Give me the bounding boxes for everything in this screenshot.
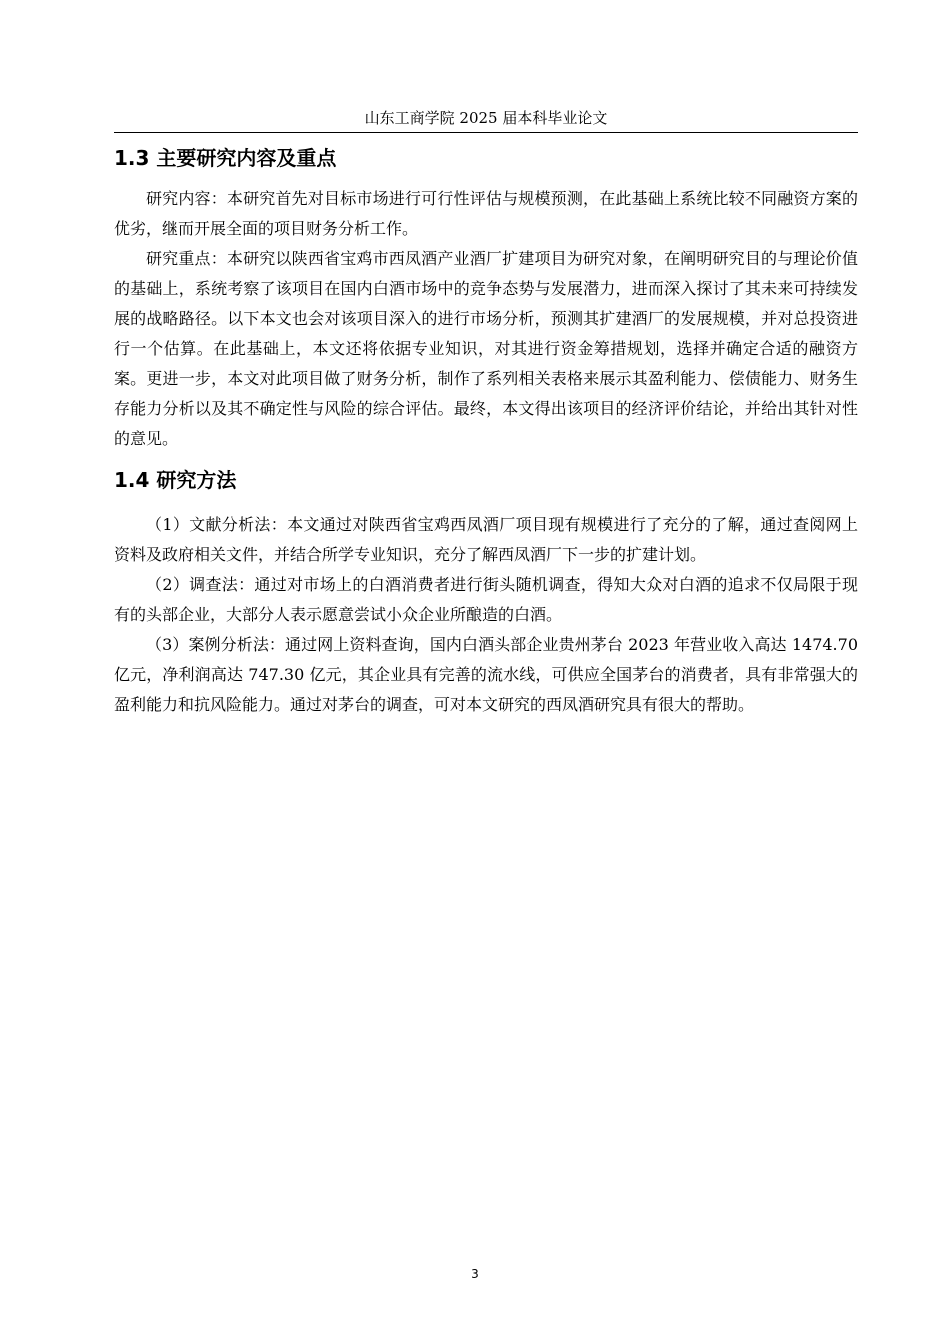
paragraph-research-focus: 研究重点：本研究以陕西省宝鸡市西凤酒产业酒厂扩建项目为研究对象，在阐明研究目的与理论价值的基础上，系统考察了该项目在国内白酒市场中的竞争态势与发展潜力，进而深入探讨了其未来可持续发展的战略路径。以下本文也会对该项目深入的进行市场分析，预测其扩建酒厂的发展规模，并对总投资进行一个估算。在此基础上，本文还将依据专业知识，对其进行资金筹措规划，选择并确定合适的融资方案。更进一步，本文对此项目做了财务分析，制作了系列相关表格来展示其盈利能力、偿债能力、财务生存能力分析以及其不确定性与风险的综合评估。最终，本文得出该项目的经济评价结论，并给出其针对性的意见。 xyxy=(114,249,858,448)
paragraph-research-content: 研究内容：本研究首先对目标市场进行可行性评估与规模预测，在此基础上系统比较不同融资方案的优劣，继而开展全面的项目财务分析工作。 xyxy=(114,189,858,238)
section-heading-1-4: 1.4 研究方法 xyxy=(114,468,237,492)
header-rule xyxy=(114,132,858,133)
paragraph-literature-method: （1）文献分析法：本文通过对陕西省宝鸡西凤酒厂项目现有规模进行了充分的了解，通过查阅网上资料及政府相关文件，并结合所学专业知识，充分了解西凤酒厂下一步的扩建计划。 xyxy=(114,515,858,564)
paragraph-case-method: （3）案例分析法：通过网上资料查询，国内白酒头部企业贵州茅台 2023 年营业收入高达 1474.70 亿元，净利润高达 747.30 亿元，其企业具有完善的流水线，可供应全国茅台的消费者，具有非常强大的盈利能力和抗风险能力。通过对茅台的调查，可对本文研究的西凤酒研究具有很大的帮助。 xyxy=(114,635,858,714)
running-header: 山东工商学院 2025 届本科毕业论文 xyxy=(364,109,608,127)
page-content xyxy=(114,140,858,720)
paragraph-survey-method: （2）调查法：通过对市场上的白酒消费者进行街头随机调查，得知大众对白酒的追求不仅局限于现有的头部企业，大部分人表示愿意尝试小众企业所酿造的白酒。 xyxy=(114,575,858,624)
page-number: 3 xyxy=(471,1267,479,1281)
section-heading-1-3: 1.3 主要研究内容及重点 xyxy=(114,146,337,170)
